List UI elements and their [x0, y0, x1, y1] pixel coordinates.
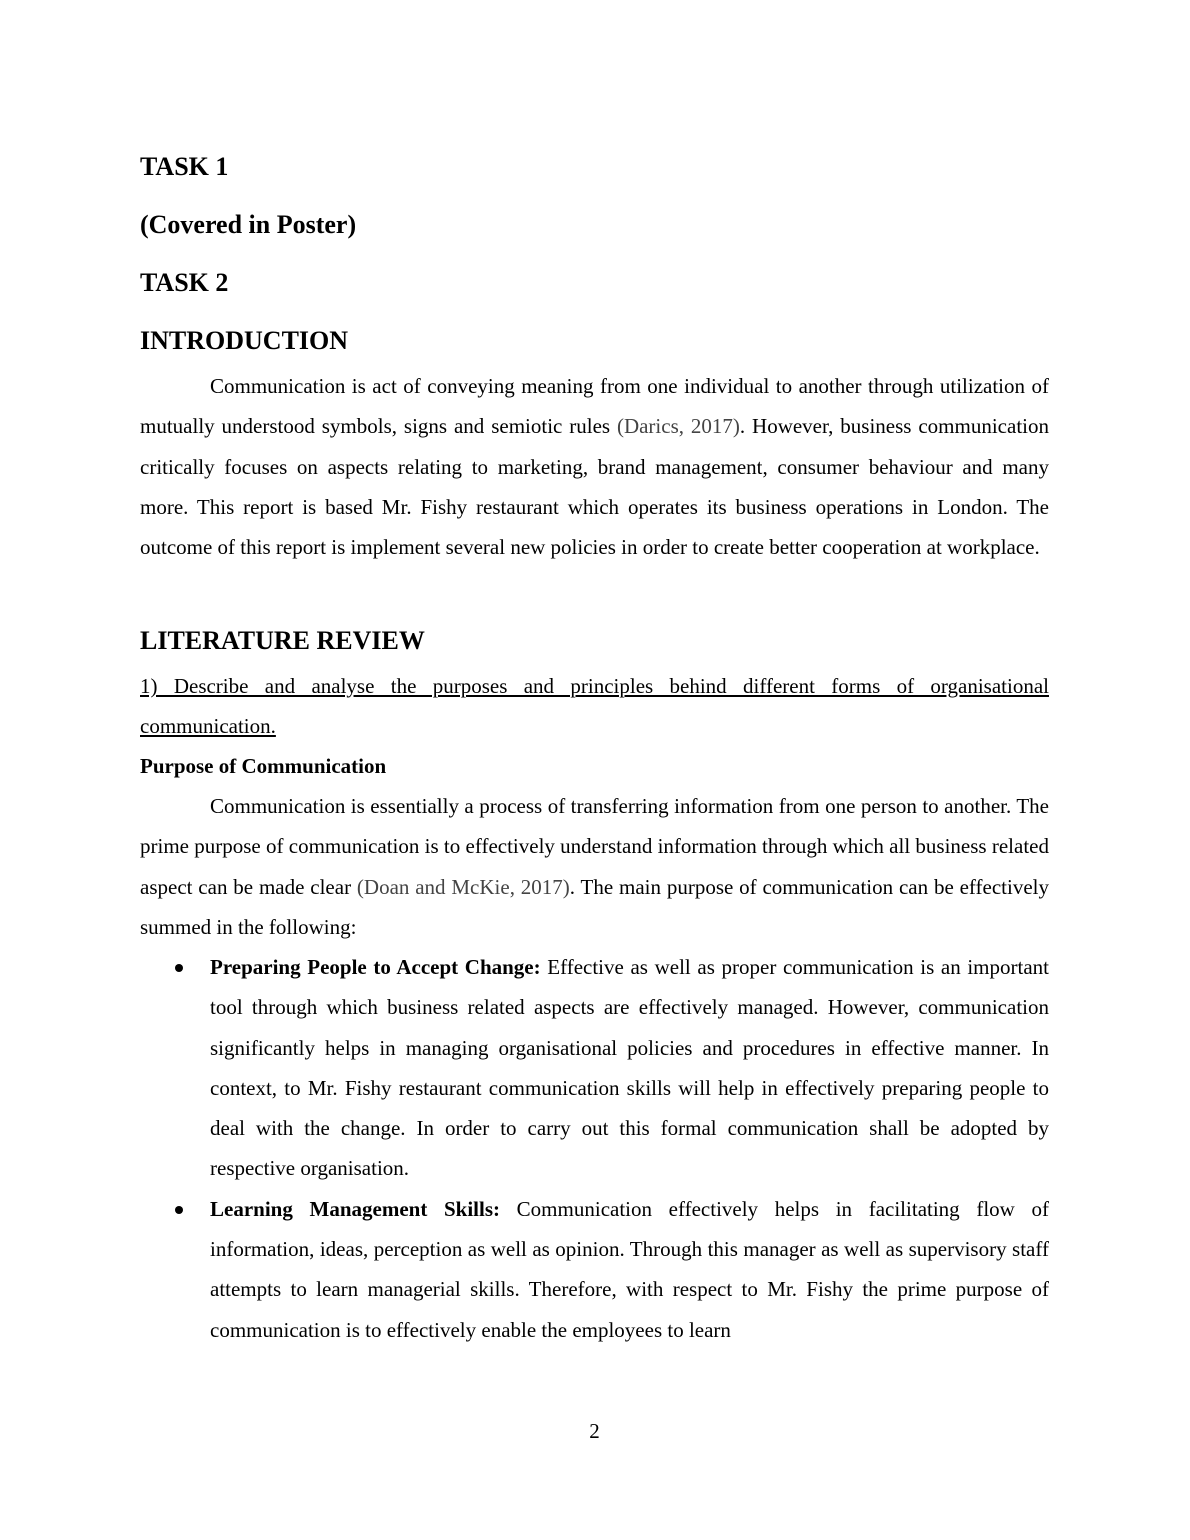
purpose-text-end: . The main purpose of communication can be effectively summed in the following: — [140, 874, 1050, 939]
purpose-text-start: Communication is essentially a process of transferring information from one person to another. The prime purpose of communication is to effectively understand information through which all business related aspect can be made clear — [140, 794, 1049, 899]
page-number: 2 — [589, 1419, 600, 1443]
bullet-dot-icon — [175, 1206, 183, 1214]
bullet-text: Communication effectively helps in facilitating flow of information, ideas, perception as well as opinion. Through this manager as well as supervisory staff attempts to learn managerial skills. Therefore, with respect to Mr. Fishy the prime purpose of communication is to effectively enable the employees to learn — [210, 1196, 1049, 1342]
bullet-title: Learning Management Skills: — [210, 1196, 501, 1221]
purpose-bullet-list — [140, 947, 1049, 1350]
purpose-paragraph — [140, 786, 1049, 947]
document-page — [140, 0, 1049, 1540]
bullet-title: Preparing People to Accept Change: — [210, 955, 541, 979]
purpose-citation: (Doan and McKie, 2017) — [356, 874, 570, 899]
heading-introduction: INTRODUCTION — [140, 326, 349, 355]
introduction-text-end: . However, business communication critically focuses on aspects relating to marketing, brand management, consumer behaviour and many more. This report is based Mr. Fishy restaurant which operates its business operations in London. The outcome of this report is implement several new policies in order to create better cooperation at workplace. — [140, 414, 1049, 560]
introduction-text-start: Communication is act of conveying meaning from one individual to another through utilization of mutually understood symbols, signs and semiotic rules — [140, 374, 1049, 439]
heading-literature-review: LITERATURE REVIEW — [140, 626, 425, 655]
question-1: 1) Describe and analyse the purposes and principles behind different forms of organisational communication. — [140, 674, 1049, 739]
introduction-citation: (Darics, 2017) — [616, 414, 740, 439]
bullet-dot-icon — [175, 964, 183, 972]
introduction-paragraph — [140, 366, 1049, 567]
heading-task-2: TASK 2 — [140, 268, 229, 297]
list-item — [140, 947, 1049, 1189]
list-item — [140, 1189, 1049, 1350]
bullet-text: Effective as well as proper communication is an important tool through which business related aspects are effectively managed. However, communication significantly helps in managing organisational policies and procedures in effective manner. In context, to Mr. Fishy restaurant communication skills will help in effectively preparing people to deal with the change. In order to carry out this formal communication shall be adopted by respective organisation. — [210, 955, 1049, 1181]
heading-task-1: TASK 1 — [140, 152, 229, 181]
subheading-purpose-of-communication: Purpose of Communication — [140, 754, 387, 778]
heading-covered-in-poster: (Covered in Poster) — [140, 210, 357, 239]
